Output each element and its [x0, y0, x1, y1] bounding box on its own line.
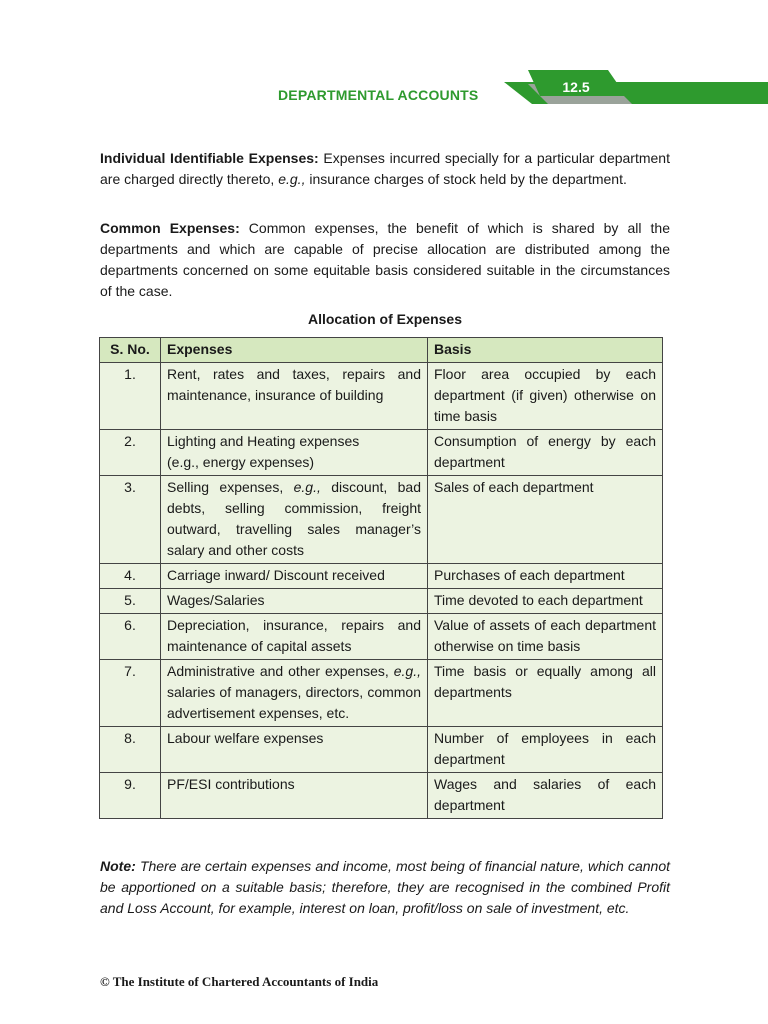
cell-sno: 7. [100, 660, 161, 727]
common-text: Common expenses, the benefit of which is shared by all the departments and which are capable of precise allocation are distributed among the departments concerned on some equitable basis considered suitable in the circumstances of the case. [100, 220, 670, 299]
table-row [100, 564, 663, 589]
cell-expense: Labour welfare expenses [161, 727, 428, 773]
term-common-expenses: Common Expenses: [100, 220, 240, 236]
cell-expense: Wages/Salaries [161, 589, 428, 614]
table-body [100, 363, 663, 819]
table-row [100, 773, 663, 819]
page-number: 12.5 [562, 79, 590, 95]
cell-expense: Selling expenses, e.g., discount, bad debts, selling commission, freight outward, travelling sales manager’s salary and other costs [161, 476, 428, 564]
cell-sno: 9. [100, 773, 161, 819]
cell-expense: Carriage inward/ Discount received [161, 564, 428, 589]
table-row [100, 476, 663, 564]
table-row [100, 363, 663, 430]
cell-basis: Time basis or equally among all departments [428, 660, 663, 727]
cell-sno: 6. [100, 614, 161, 660]
cell-sno: 1. [100, 363, 161, 430]
table-row [100, 430, 663, 476]
cell-basis: Wages and salaries of each department [428, 773, 663, 819]
cell-basis: Floor area occupied by each department (if given) otherwise on time basis [428, 363, 663, 430]
table-header-row [100, 338, 663, 363]
cell-basis: Purchases of each department [428, 564, 663, 589]
cell-basis: Time devoted to each department [428, 589, 663, 614]
cell-expense: PF/ESI contributions [161, 773, 428, 819]
table-row [100, 589, 663, 614]
term-individual-expenses: Individual Identifiable Expenses: [100, 150, 319, 166]
cell-sno: 8. [100, 727, 161, 773]
cell-expense: Depreciation, insurance, repairs and maintenance of capital assets [161, 614, 428, 660]
column-header-basis: Basis [428, 338, 663, 363]
table-row [100, 614, 663, 660]
cell-basis: Consumption of energy by each department [428, 430, 663, 476]
cell-sno: 5. [100, 589, 161, 614]
paragraph-common-expenses [100, 218, 670, 302]
cell-expense: Lighting and Heating expenses (e.g., energy expenses) [161, 430, 428, 476]
cell-basis: Value of assets of each department otherwise on time basis [428, 614, 663, 660]
page-header [0, 70, 768, 110]
cell-expense: Rent, rates and taxes, repairs and maintenance, insurance of building [161, 363, 428, 430]
cell-expense: Administrative and other expenses, e.g., salaries of managers, directors, common advertisement expenses, etc. [161, 660, 428, 727]
individual-text-b: insurance charges of stock held by the department. [305, 171, 627, 187]
allocation-table [99, 337, 663, 819]
cell-sno: 3. [100, 476, 161, 564]
copyright-footer: © The Institute of Chartered Accountants of India [100, 974, 379, 989]
cell-sno: 2. [100, 430, 161, 476]
note-paragraph [100, 856, 670, 919]
note-label: Note: [100, 858, 136, 874]
column-header-expenses: Expenses [161, 338, 428, 363]
individual-text-a: Expenses incurred specially for a particular department are charged directly thereto, [100, 150, 670, 187]
header-title: DEPARTMENTAL ACCOUNTS [278, 87, 479, 103]
table-row [100, 727, 663, 773]
cell-basis: Sales of each department [428, 476, 663, 564]
paragraph-individual-expenses [100, 148, 670, 190]
individual-eg: e.g., [278, 171, 306, 187]
cell-basis: Number of employees in each department [428, 727, 663, 773]
note-text: There are certain expenses and income, most being of financial nature, which cannot be apportioned on a suitable basis; therefore, they are recognised in the combined Profit and Loss Account, for example, interest on loan, profit/loss on sale of investment, etc. [100, 858, 670, 916]
table-row [100, 660, 663, 727]
cell-sno: 4. [100, 564, 161, 589]
column-header-sno: S. No. [100, 338, 161, 363]
table-caption: Allocation of Expenses [307, 311, 463, 327]
